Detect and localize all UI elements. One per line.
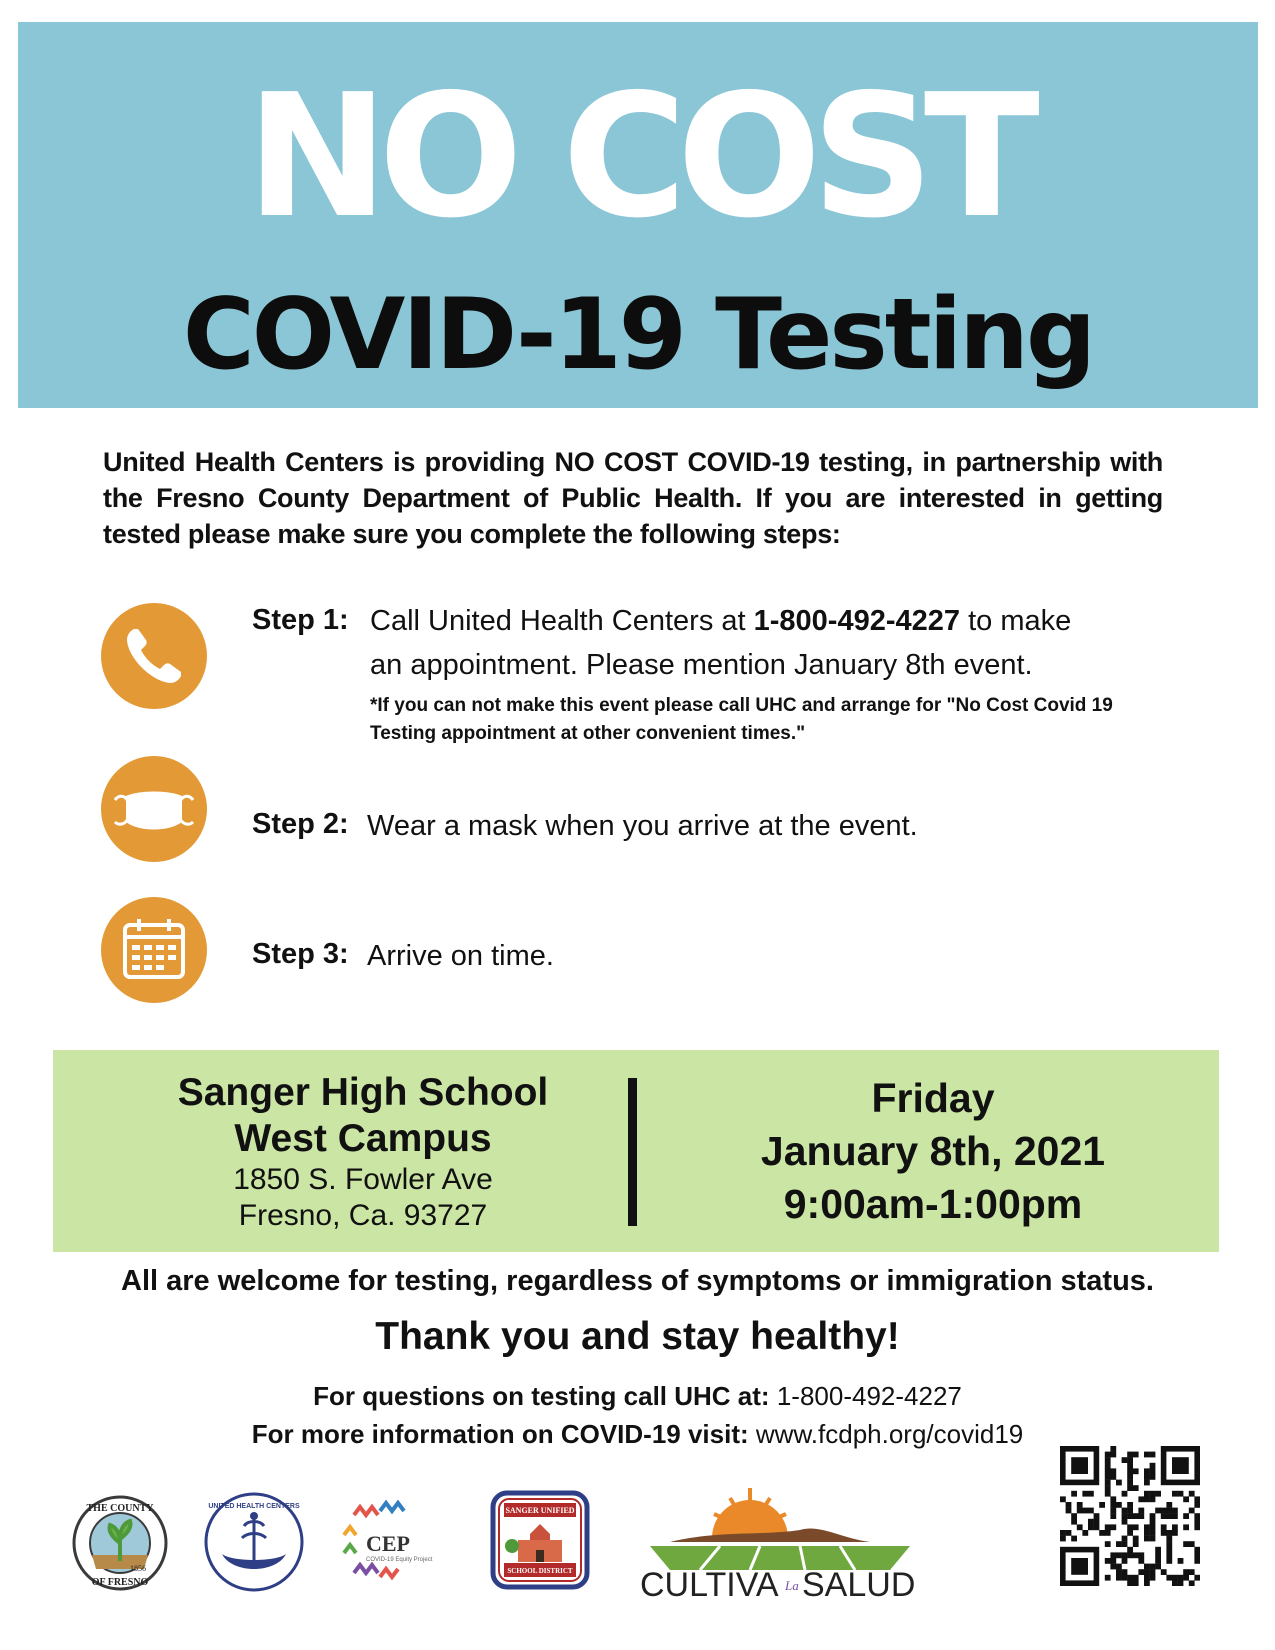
step-2-text: Wear a mask when you arrive at the event. [367, 810, 918, 842]
sanger-logo-bottom-text: SCHOOL DISTRICT [507, 1567, 573, 1575]
county-logo-bottom-text: OF FRESNO [91, 1577, 149, 1588]
step-3-label: Step 3: [252, 938, 349, 970]
sanger-unified-logo [490, 1490, 590, 1590]
cep-logo-subtitle: COVID-19 Equity Project [366, 1557, 433, 1563]
cultiva-la-salud-logo [640, 1480, 930, 1600]
county-logo-top-text: THE COUNTY [86, 1503, 154, 1514]
event-divider [628, 1078, 637, 1226]
venue-block [93, 1070, 633, 1234]
event-date: January 8th, 2021 [760, 1128, 1106, 1174]
cultiva-logo-word-2: SALUD [802, 1566, 916, 1600]
sanger-logo-top-text: SANGER UNIFIED [505, 1506, 575, 1515]
venue-city: Fresno, Ca. 93727 [238, 1199, 488, 1232]
cultiva-logo-word-1: CULTIVA [640, 1566, 779, 1600]
info-url-link[interactable]: www.fcdph.org/covid19 [755, 1419, 1024, 1449]
header-banner [18, 22, 1258, 408]
step-1-note: *If you can not make this event please call UHC and arrange for "No Cost Covid 19 Testing appointment at other convenient times." [370, 695, 1113, 744]
cep-logo-title: CEP [366, 1531, 410, 1556]
qr-code[interactable] [1060, 1446, 1200, 1586]
qr-code-graphic [1060, 1446, 1200, 1586]
calendar-icon [101, 897, 207, 1003]
step-1-phone: 1-800-492-4227 [753, 605, 961, 637]
welcome-statement: All are welcome for testing, regardless of symptoms or immigration status. [121, 1265, 1154, 1297]
info-label: For more information on COVID-19 visit: [251, 1419, 749, 1449]
step-1-text [370, 600, 1071, 643]
event-datetime [673, 1072, 1193, 1231]
contact-questions [0, 1381, 1275, 1412]
questions-label: For questions on testing call UHC at: [313, 1381, 770, 1411]
questions-phone-link[interactable]: 1-800-492-4227 [776, 1381, 962, 1411]
venue-street: 1850 S. Fowler Ave [233, 1163, 493, 1196]
uhc-logo-text: UNITED HEALTH CENTERS [208, 1503, 300, 1510]
cultiva-logo-la: La [785, 1578, 799, 1593]
venue-name: Sanger High School [177, 1071, 549, 1114]
phone-icon [101, 603, 207, 709]
step-2-label: Step 2: [252, 808, 349, 840]
headline: NO COST [246, 58, 1030, 256]
cep-logo [340, 1493, 452, 1589]
event-info-box [53, 1050, 1219, 1252]
step-1-text-line2: an appointment. Please mention January 8th event. [370, 649, 1033, 681]
step-3-text: Arrive on time. [367, 940, 554, 972]
step-1-label: Step 1: [252, 604, 349, 636]
event-day: Friday [871, 1075, 995, 1121]
venue-campus: West Campus [234, 1117, 492, 1160]
county-of-fresno-logo [72, 1495, 168, 1591]
mask-icon [101, 756, 207, 862]
step-1-text-pre: Call United Health Centers at [370, 605, 754, 637]
county-logo-year: 1856 [130, 1564, 146, 1573]
event-time: 9:00am-1:00pm [783, 1181, 1083, 1227]
subheadline: COVID-19 Testing [182, 278, 1094, 392]
thank-you-message: Thank you and stay healthy! [375, 1315, 900, 1358]
intro-paragraph: United Health Centers is providing NO COST COVID-19 testing, in partnership with the Fresno County Department of Public Health. If you are interested in getting tested please make sure you complete the following steps: [103, 447, 1163, 549]
step-1-text-post: to make [960, 605, 1072, 637]
united-health-centers-logo [202, 1490, 306, 1594]
